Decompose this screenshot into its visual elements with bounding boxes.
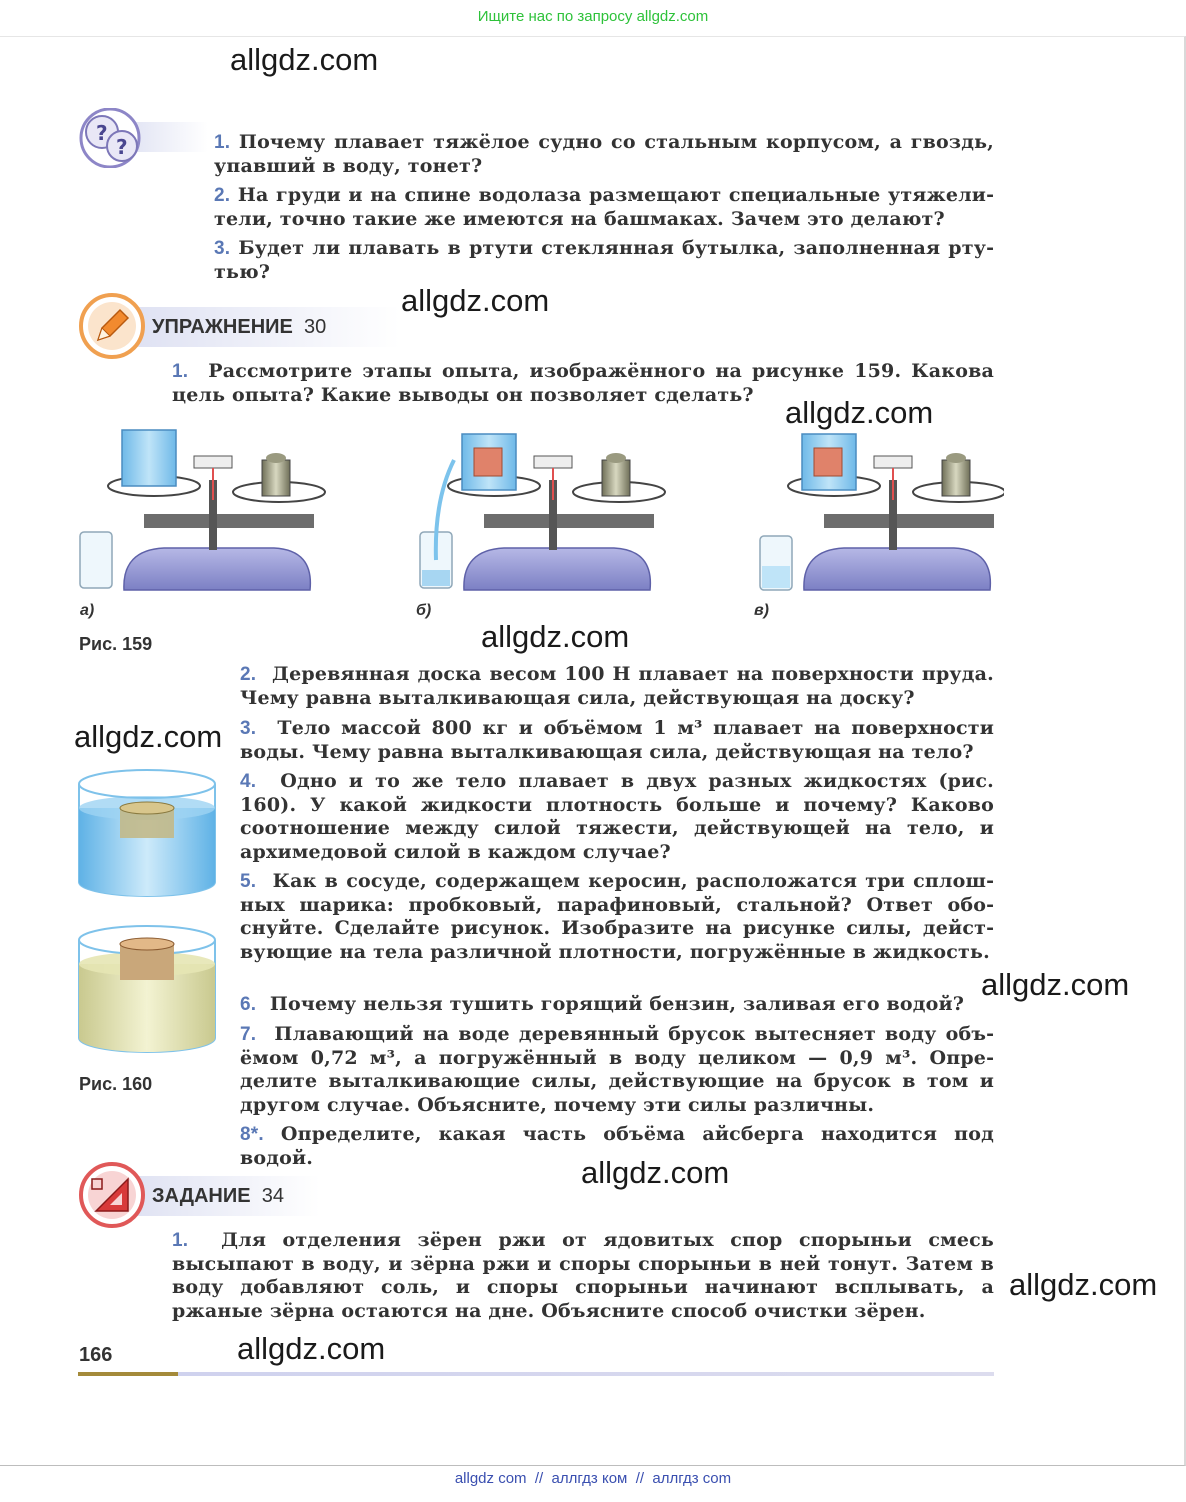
exercise-title	[152, 316, 326, 339]
footer-links[interactable]: allgdz com // аллгдз ком // аллгдз com	[454, 1470, 732, 1487]
figure-159-label-b: б)	[416, 602, 432, 619]
figure-159-label-c: в)	[754, 602, 769, 619]
question-1-text: Почему плавает тяжёлое судно со стальным корпусом, а гвоздь, упавший в воду, тонет?	[214, 131, 994, 177]
exercise-item-1-text: Рассмотрите этапы опыта, изображённого на рисунке 159. Какова цель опыта? Какие выводы он позволяет сделать?	[172, 360, 994, 406]
question-2-number: 2.	[214, 185, 231, 206]
container-liquid	[79, 926, 215, 1052]
exercise-item-2-number: 2.	[240, 664, 257, 685]
exercise-item-4-text: Одно и то же тело плавает в двух разных жидкостях (рис. 160). У какой жидкости плотность больше и почему? Каково соотношение между силой тяжести, действующей на тело, и архимедовой силой в каждом случае?	[240, 770, 994, 863]
svg-text:?: ?	[116, 135, 128, 159]
question-3	[214, 237, 994, 284]
exercise-item-7-number: 7.	[240, 1024, 257, 1045]
task-item-1	[172, 1229, 994, 1323]
exercise-item-8-number: 8*.	[240, 1124, 264, 1145]
top-banner[interactable]: Ищите нас по запросу allgdz.com	[477, 8, 709, 25]
svg-text:?: ?	[96, 121, 108, 145]
exercise-item-5-text: Как в сосуде, содержащем керосин, расположатся три сплошных шарика: пробковый, парафиновый, стальной? Ответ обоснуйте. Сделайте рисунок. Изобразите на рисунке силы, действующие на тела различной плотности, погружённые в жидкость.	[240, 870, 994, 963]
watermark-9: allgdz.com	[237, 1331, 386, 1366]
figure-159-label-a: а)	[80, 602, 95, 619]
watermark-5: allgdz.com	[74, 719, 223, 754]
exercise-item-5	[240, 870, 994, 964]
task-number: 34	[261, 1185, 284, 1207]
question-1	[214, 131, 994, 178]
exercise-item-2-text: Деревянная доска весом 100 Н плавает на поверхности пруда. Чему равна выталкивающая сила, действующая на доску?	[240, 663, 994, 709]
watermark-2: allgdz.com	[401, 283, 550, 318]
exercise-number: 30	[303, 316, 327, 338]
page-bottom-rule	[78, 1372, 994, 1376]
question-3-number: 3.	[214, 238, 231, 259]
exercise-title-label: УПРАЖНЕНИЕ	[152, 316, 293, 338]
watermark-7: allgdz.com	[581, 1155, 730, 1190]
task-title-label: ЗАДАНИЕ	[152, 1185, 251, 1207]
question-1-number: 1.	[214, 132, 231, 153]
watermark-1: allgdz.com	[230, 42, 379, 77]
balance-a	[80, 430, 325, 590]
exercise-item-6	[240, 993, 994, 1017]
balance-c	[760, 434, 1004, 590]
watermark-8: allgdz.com	[1009, 1267, 1158, 1302]
question-icon	[78, 108, 208, 164]
question-2-text: На груди и на спине водолаза размещают специальные утяжелители, точно такие же имеются на башмаках. Зачем это делают?	[214, 184, 994, 230]
balance-b	[420, 434, 665, 590]
ruler-icon	[78, 1161, 146, 1233]
task-item-1-text: Для отделения зёрен ржи от ядовитых спор спорыньи смесь высыпают в воду, и зёрна ржи и споры спорыньи в ней тонут. Затем в воду добавляют соль, и споры спорыньи начинают всплывать, а ржаные зёрна остаются на дне. Объясните способ очистки зёрен.	[172, 1229, 994, 1322]
exercise-item-5-number: 5.	[240, 871, 257, 892]
task-title	[152, 1185, 284, 1208]
figure-159-caption: Рис. 159	[79, 634, 153, 654]
exercise-item-4	[240, 770, 994, 864]
watermark-6: allgdz.com	[981, 967, 1130, 1002]
container-water	[79, 770, 215, 896]
figure-159-illustration	[74, 420, 1004, 610]
task-item-1-number: 1.	[172, 1230, 189, 1251]
figure-160-caption: Рис. 160	[79, 1074, 153, 1094]
exercise-item-4-number: 4.	[240, 771, 257, 792]
exercise-item-7	[240, 1023, 994, 1117]
exercise-item-3	[240, 717, 994, 764]
exercise-item-6-number: 6.	[240, 994, 257, 1015]
watermark-3: allgdz.com	[785, 395, 934, 430]
exercise-item-2	[240, 663, 994, 710]
exercise-item-3-number: 3.	[240, 718, 257, 739]
exercise-item-7-text: Плавающий на воде деревянный брусок вытесняет воду объёмом 0,72 м³, а погружённый в воду целиком — 0,9 м³. Определите выталкивающие силы, действующие на брусок в том и другом случае. Объясните, почему эти силы различны.	[240, 1023, 994, 1116]
exercise-item-3-text: Тело массой 800 кг и объёмом 1 м³ плавает на поверхности воды. Чему равна выталкивающая сила, действующая на тело?	[240, 717, 994, 763]
watermark-4: allgdz.com	[481, 619, 630, 654]
exercise-item-1-number: 1.	[172, 361, 189, 382]
question-3-text: Будет ли плавать в ртути стеклянная бутылка, заполненная ртутью?	[214, 237, 994, 283]
exercise-item-6-text: Почему нельзя тушить горящий бензин, заливая его водой?	[269, 993, 965, 1015]
pencil-icon	[78, 292, 146, 364]
page-number: 166	[79, 1344, 113, 1366]
exercise-item-8-text: Определите, какая часть объёма айсберга находится под водой.	[240, 1123, 994, 1169]
figure-160-illustration	[74, 764, 224, 1064]
question-2	[214, 184, 994, 231]
